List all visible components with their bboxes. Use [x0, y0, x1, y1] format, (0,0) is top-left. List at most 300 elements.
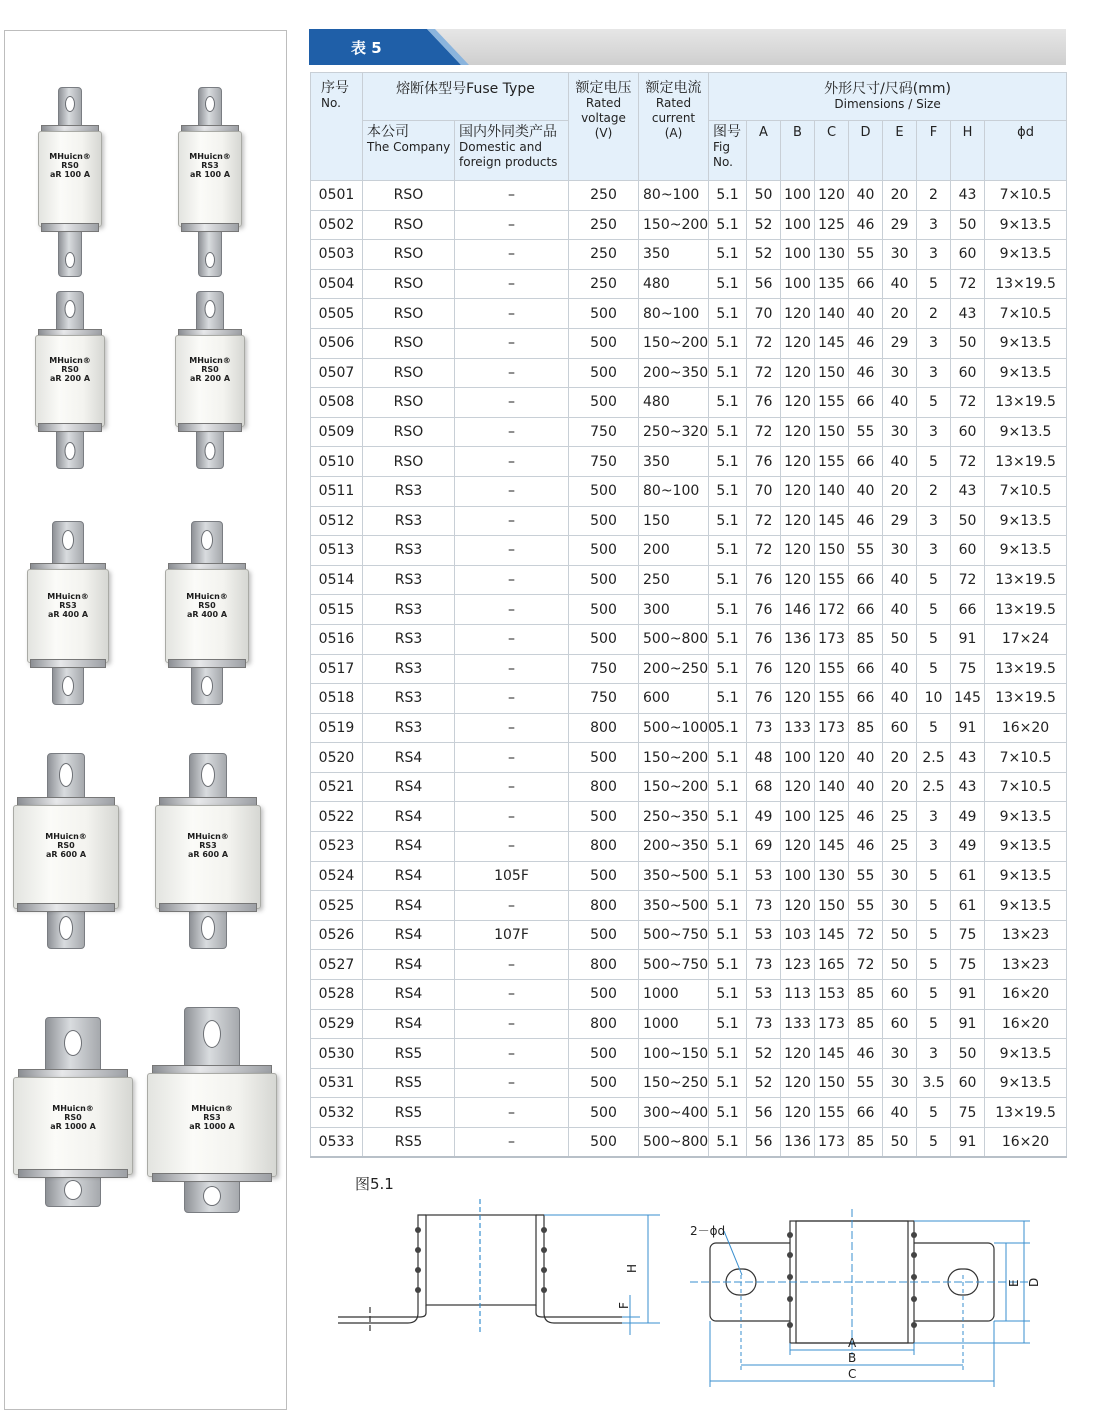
- table-cell: –: [455, 240, 569, 270]
- table-cell: 60: [883, 980, 917, 1010]
- table-cell: 0517: [311, 654, 363, 684]
- header-current-en2: current: [651, 111, 696, 125]
- table-cell: 5: [917, 595, 951, 625]
- table-cell: –: [455, 891, 569, 921]
- table-cell: 46: [849, 1039, 883, 1069]
- fuse-brand-label: MHuicn®: [189, 152, 231, 161]
- table-cell: 75: [951, 920, 985, 950]
- table-cell: 56: [747, 269, 781, 299]
- table-cell: 55: [849, 536, 883, 566]
- table-cell: 120: [781, 654, 815, 684]
- table-cell: 20: [883, 743, 917, 773]
- table-cell: 2: [917, 476, 951, 506]
- table-cell: 13×19.5: [985, 654, 1067, 684]
- header-domestic-en2: foreign products: [459, 155, 558, 169]
- table-cell: 0529: [311, 1009, 363, 1039]
- header-col-b: B: [781, 121, 815, 181]
- table-cell: RS3: [363, 624, 455, 654]
- table-cell: 150: [639, 506, 709, 536]
- table-cell: 0523: [311, 832, 363, 862]
- table-cell: 72: [951, 269, 985, 299]
- table-cell: 0516: [311, 624, 363, 654]
- table-cell: 72: [849, 920, 883, 950]
- table-cell: 250: [569, 210, 639, 240]
- table-cell: 5.1: [709, 210, 747, 240]
- header-col-phid: ϕd: [985, 121, 1067, 181]
- table-cell: 60: [883, 713, 917, 743]
- table-cell: 66: [849, 1098, 883, 1128]
- fuse-model-label: RS0: [198, 601, 216, 610]
- banner-blue-tab: [309, 29, 469, 65]
- table-cell: 3: [917, 240, 951, 270]
- header-company-en: The Company: [367, 140, 451, 154]
- table-cell: 0533: [311, 1128, 363, 1158]
- table-cell: 5.1: [709, 713, 747, 743]
- table-cell: 5: [917, 269, 951, 299]
- table-cell: 40: [883, 595, 917, 625]
- fuse-photo-3: [35, 291, 105, 469]
- table-cell: RS3: [363, 506, 455, 536]
- fuse-rating-label: aR 400 A: [186, 610, 228, 619]
- table-cell: 5.1: [709, 950, 747, 980]
- table-cell: 53: [747, 980, 781, 1010]
- table-cell: –: [455, 328, 569, 358]
- table-cell: RS3: [363, 595, 455, 625]
- table-cell: RS3: [363, 713, 455, 743]
- table-row: [311, 654, 1067, 684]
- table-cell: 13×19.5: [985, 269, 1067, 299]
- table-cell: 9×13.5: [985, 1039, 1067, 1069]
- table-cell: 50: [951, 506, 985, 536]
- header-col-a: A: [747, 121, 781, 181]
- table-cell: 120: [781, 832, 815, 862]
- fuse-photo-8: [155, 753, 261, 949]
- table-cell: –: [455, 447, 569, 477]
- table-cell: 800: [569, 950, 639, 980]
- table-cell: 3: [917, 536, 951, 566]
- table-cell: –: [455, 1098, 569, 1128]
- table-cell: 5.1: [709, 832, 747, 862]
- table-cell: RSO: [363, 447, 455, 477]
- table-cell: 40: [849, 772, 883, 802]
- table-cell: 53: [747, 920, 781, 950]
- table-cell: 50: [951, 1039, 985, 1069]
- table-cell: 49: [951, 832, 985, 862]
- table-row: [311, 684, 1067, 714]
- fuse-brand-label: MHuicn®: [52, 1104, 94, 1113]
- table-cell: RS4: [363, 832, 455, 862]
- table-cell: 9×13.5: [985, 536, 1067, 566]
- table-row: [311, 1098, 1067, 1128]
- table-cell: 9×13.5: [985, 417, 1067, 447]
- table-cell: 50: [951, 210, 985, 240]
- table-cell: 91: [951, 980, 985, 1010]
- table-cell: 120: [781, 417, 815, 447]
- table-cell: 30: [883, 891, 917, 921]
- table-cell: RSO: [363, 181, 455, 211]
- table-cell: 600: [639, 684, 709, 714]
- table-cell: 17×24: [985, 624, 1067, 654]
- table-cell: 500~750: [639, 950, 709, 980]
- table-cell: 46: [849, 210, 883, 240]
- table-cell: 85: [849, 713, 883, 743]
- table-cell: –: [455, 802, 569, 832]
- table-cell: 5.1: [709, 743, 747, 773]
- table-cell: 55: [849, 417, 883, 447]
- table-cell: –: [455, 684, 569, 714]
- table-cell: RS4: [363, 980, 455, 1010]
- table-cell: 60: [951, 1068, 985, 1098]
- table-cell: 3: [917, 210, 951, 240]
- table-cell: –: [455, 832, 569, 862]
- table-cell: 2: [917, 181, 951, 211]
- table-cell: 76: [747, 565, 781, 595]
- table-cell: 56: [747, 1098, 781, 1128]
- table-cell: 91: [951, 713, 985, 743]
- table-cell: 500~800: [639, 624, 709, 654]
- table-cell: 5.1: [709, 388, 747, 418]
- fuse-photo-6: [165, 521, 249, 705]
- table-cell: 29: [883, 328, 917, 358]
- table-cell: 91: [951, 1128, 985, 1158]
- table-cell: 55: [849, 1068, 883, 1098]
- table-cell: 72: [747, 358, 781, 388]
- fuse-rating-label: aR 1000 A: [50, 1122, 96, 1131]
- table-row: [311, 210, 1067, 240]
- table-cell: 750: [569, 654, 639, 684]
- table-cell: 5: [917, 1098, 951, 1128]
- table-cell: 150~200: [639, 210, 709, 240]
- table-cell: 49: [951, 802, 985, 832]
- fuse-model-label: RS0: [57, 841, 75, 850]
- table-cell: 5: [917, 447, 951, 477]
- table-cell: –: [455, 299, 569, 329]
- table-cell: 13×19.5: [985, 447, 1067, 477]
- table-cell: 120: [781, 684, 815, 714]
- table-cell: 125: [815, 210, 849, 240]
- table-cell: 3: [917, 328, 951, 358]
- table-cell: 140: [815, 299, 849, 329]
- table-cell: 120: [815, 743, 849, 773]
- table-cell: 0504: [311, 269, 363, 299]
- table-cell: 200~350: [639, 358, 709, 388]
- table-cell: 500: [569, 388, 639, 418]
- table-cell: 9×13.5: [985, 861, 1067, 891]
- header-fig: [709, 121, 747, 181]
- table-cell: 500: [569, 1068, 639, 1098]
- table-cell: 2.5: [917, 743, 951, 773]
- table-cell: 52: [747, 1039, 781, 1069]
- table-cell: 16×20: [985, 1009, 1067, 1039]
- table-cell: 66: [849, 269, 883, 299]
- table-cell: 500: [569, 1098, 639, 1128]
- table-cell: 0505: [311, 299, 363, 329]
- table-cell: 136: [781, 1128, 815, 1158]
- table-cell: 5: [917, 861, 951, 891]
- table-cell: 76: [747, 447, 781, 477]
- table-cell: 0506: [311, 328, 363, 358]
- table-row: [311, 920, 1067, 950]
- table-row: [311, 743, 1067, 773]
- table-cell: 70: [747, 299, 781, 329]
- table-cell: RS4: [363, 743, 455, 773]
- table-cell: 5.1: [709, 358, 747, 388]
- table-cell: RSO: [363, 299, 455, 329]
- table-cell: 120: [781, 476, 815, 506]
- table-cell: 75: [951, 654, 985, 684]
- table-cell: 500: [569, 536, 639, 566]
- table-cell: 13×19.5: [985, 565, 1067, 595]
- fuse-brand-label: MHuicn®: [186, 592, 228, 601]
- table-cell: 91: [951, 1009, 985, 1039]
- table-row: [311, 447, 1067, 477]
- table-cell: 85: [849, 1009, 883, 1039]
- table-cell: 20: [883, 476, 917, 506]
- table-cell: 69: [747, 832, 781, 862]
- table-cell: RS4: [363, 802, 455, 832]
- table-cell: 53: [747, 861, 781, 891]
- header-col-e: E: [883, 121, 917, 181]
- fuse-brand-label: MHuicn®: [189, 356, 231, 365]
- table-cell: 20: [883, 299, 917, 329]
- table-cell: 7×10.5: [985, 299, 1067, 329]
- fuse-rating-label: aR 200 A: [49, 374, 91, 383]
- table-cell: 5.1: [709, 980, 747, 1010]
- table-cell: 76: [747, 388, 781, 418]
- table-cell: 46: [849, 506, 883, 536]
- fuse-photo-9: [13, 1017, 133, 1207]
- table-cell: 5.1: [709, 595, 747, 625]
- table-cell: 5: [917, 1009, 951, 1039]
- table-cell: 3.5: [917, 1068, 951, 1098]
- table-cell: 173: [815, 624, 849, 654]
- table-cell: –: [455, 210, 569, 240]
- table-cell: 25: [883, 832, 917, 862]
- table-cell: 500: [569, 565, 639, 595]
- table-cell: 72: [747, 328, 781, 358]
- table-cell: 5: [917, 950, 951, 980]
- table-cell: 173: [815, 1009, 849, 1039]
- table-cell: 61: [951, 861, 985, 891]
- table-cell: 100: [781, 210, 815, 240]
- table-cell: 500~1000: [639, 713, 709, 743]
- fuse-brand-label: MHuicn®: [187, 832, 229, 841]
- table-cell: 133: [781, 713, 815, 743]
- table-cell: 120: [781, 358, 815, 388]
- table-cell: 480: [639, 269, 709, 299]
- header-domestic-cn: 国内外同类产品: [459, 124, 557, 140]
- dim-label-b: B: [848, 1351, 857, 1365]
- table-cell: 20: [883, 772, 917, 802]
- table-cell: 55: [849, 861, 883, 891]
- table-cell: 43: [951, 299, 985, 329]
- table-row: [311, 388, 1067, 418]
- table-cell: 120: [781, 565, 815, 595]
- table-cell: –: [455, 1128, 569, 1158]
- table-cell: 0531: [311, 1068, 363, 1098]
- table-cell: 800: [569, 713, 639, 743]
- table-cell: 200~250: [639, 654, 709, 684]
- table-cell: 3: [917, 832, 951, 862]
- table-cell: 0515: [311, 595, 363, 625]
- header-current-cn: 额定电流: [645, 80, 702, 96]
- table-cell: 0524: [311, 861, 363, 891]
- table-cell: 5.1: [709, 565, 747, 595]
- table-cell: 800: [569, 772, 639, 802]
- table-cell: 46: [849, 832, 883, 862]
- table-cell: 0513: [311, 536, 363, 566]
- table-cell: 5.1: [709, 269, 747, 299]
- table-cell: 120: [781, 447, 815, 477]
- table-cell: 30: [883, 417, 917, 447]
- table-cell: RSO: [363, 328, 455, 358]
- table-cell: 5: [917, 920, 951, 950]
- header-size-cn: 外形尺寸/尺码(mm): [824, 81, 951, 97]
- table-cell: 76: [747, 684, 781, 714]
- table-cell: 13×19.5: [985, 684, 1067, 714]
- fuse-photo-1: [38, 87, 102, 277]
- table-cell: 0530: [311, 1039, 363, 1069]
- table-cell: 130: [815, 861, 849, 891]
- table-row: [311, 950, 1067, 980]
- table-cell: RSO: [363, 388, 455, 418]
- table-cell: 5.1: [709, 920, 747, 950]
- table-cell: 85: [849, 624, 883, 654]
- table-cell: 5: [917, 980, 951, 1010]
- header-voltage: [569, 73, 639, 181]
- table-cell: 30: [883, 1039, 917, 1069]
- table-cell: 9×13.5: [985, 832, 1067, 862]
- table-cell: 0526: [311, 920, 363, 950]
- fuse-photo-2: [178, 87, 242, 277]
- table-cell: 350~500: [639, 861, 709, 891]
- table-cell: 52: [747, 240, 781, 270]
- table-row: [311, 802, 1067, 832]
- table-cell: 29: [883, 506, 917, 536]
- table-cell: 43: [951, 772, 985, 802]
- table-cell: 140: [815, 476, 849, 506]
- table-cell: 40: [849, 299, 883, 329]
- table-cell: 40: [849, 476, 883, 506]
- table-cell: 150: [815, 417, 849, 447]
- table-cell: 500: [569, 506, 639, 536]
- table-cell: 5.1: [709, 624, 747, 654]
- table-cell: 0510: [311, 447, 363, 477]
- table-cell: 0525: [311, 891, 363, 921]
- table-row: [311, 891, 1067, 921]
- dim-label-c: C: [848, 1367, 857, 1381]
- fuse-spec-table: [310, 72, 1067, 1158]
- table-cell: 9×13.5: [985, 210, 1067, 240]
- table-cell: 250: [569, 240, 639, 270]
- table-cell: 500: [569, 624, 639, 654]
- table-cell: 3: [917, 506, 951, 536]
- header-col-c: C: [815, 121, 849, 181]
- table-cell: 0511: [311, 476, 363, 506]
- table-cell: 107F: [455, 920, 569, 950]
- table-cell: 500: [569, 299, 639, 329]
- table-cell: 150: [815, 358, 849, 388]
- table-cell: 145: [951, 684, 985, 714]
- table-cell: 120: [781, 299, 815, 329]
- table-cell: 120: [781, 388, 815, 418]
- table-cell: 500: [569, 920, 639, 950]
- table-cell: 46: [849, 802, 883, 832]
- table-cell: 350: [639, 240, 709, 270]
- table-cell: 150: [815, 1068, 849, 1098]
- table-cell: 150~200: [639, 743, 709, 773]
- table-cell: 250~350: [639, 802, 709, 832]
- table-cell: 120: [815, 181, 849, 211]
- table-row: [311, 269, 1067, 299]
- table-cell: 30: [883, 1068, 917, 1098]
- header-fig-cn: 图号: [713, 124, 741, 140]
- fuse-photo-7: [13, 753, 119, 949]
- fuse-photo-10: [147, 1007, 277, 1213]
- dimension-drawing: [330, 1195, 1050, 1390]
- header-current: [639, 73, 709, 181]
- table-cell: –: [455, 388, 569, 418]
- table-cell: 5.1: [709, 684, 747, 714]
- table-cell: 350: [639, 447, 709, 477]
- table-cell: 48: [747, 743, 781, 773]
- table-cell: 60: [883, 1009, 917, 1039]
- table-row: [311, 713, 1067, 743]
- table-cell: 0527: [311, 950, 363, 980]
- table-cell: 130: [815, 240, 849, 270]
- table-cell: 103: [781, 920, 815, 950]
- table-cell: 7×10.5: [985, 743, 1067, 773]
- table-cell: 9×13.5: [985, 240, 1067, 270]
- table-cell: 72: [951, 565, 985, 595]
- table-cell: 55: [849, 891, 883, 921]
- table-cell: 0522: [311, 802, 363, 832]
- table-cell: 66: [951, 595, 985, 625]
- table-cell: 43: [951, 181, 985, 211]
- table-cell: 9×13.5: [985, 802, 1067, 832]
- table-cell: 5: [917, 654, 951, 684]
- table-cell: RS5: [363, 1068, 455, 1098]
- table-cell: 5.1: [709, 891, 747, 921]
- table-cell: 5.1: [709, 447, 747, 477]
- table-cell: 5: [917, 565, 951, 595]
- table-cell: 5.1: [709, 1039, 747, 1069]
- table-cell: 150~250: [639, 1068, 709, 1098]
- table-row: [311, 1128, 1067, 1158]
- table-cell: 500: [569, 743, 639, 773]
- header-no-cn: 序号: [321, 80, 349, 96]
- header-domestic-en1: Domestic and: [459, 140, 542, 154]
- table-cell: 150~200: [639, 328, 709, 358]
- table-cell: 1000: [639, 1009, 709, 1039]
- fuse-rating-label: aR 100 A: [49, 170, 91, 179]
- table-cell: 1000: [639, 980, 709, 1010]
- fuse-rating-label: aR 1000 A: [189, 1122, 235, 1131]
- table-cell: 480: [639, 388, 709, 418]
- table-cell: 10: [917, 684, 951, 714]
- table-cell: 173: [815, 1128, 849, 1158]
- table-cell: 3: [917, 1039, 951, 1069]
- table-cell: 70: [747, 476, 781, 506]
- table-cell: 5.1: [709, 299, 747, 329]
- fuse-photo-5: [27, 521, 109, 705]
- table-cell: 5.1: [709, 417, 747, 447]
- table-cell: RSO: [363, 417, 455, 447]
- table-cell: 500: [569, 328, 639, 358]
- fuse-brand-label: MHuicn®: [47, 592, 89, 601]
- table-cell: 85: [849, 980, 883, 1010]
- table-cell: 800: [569, 832, 639, 862]
